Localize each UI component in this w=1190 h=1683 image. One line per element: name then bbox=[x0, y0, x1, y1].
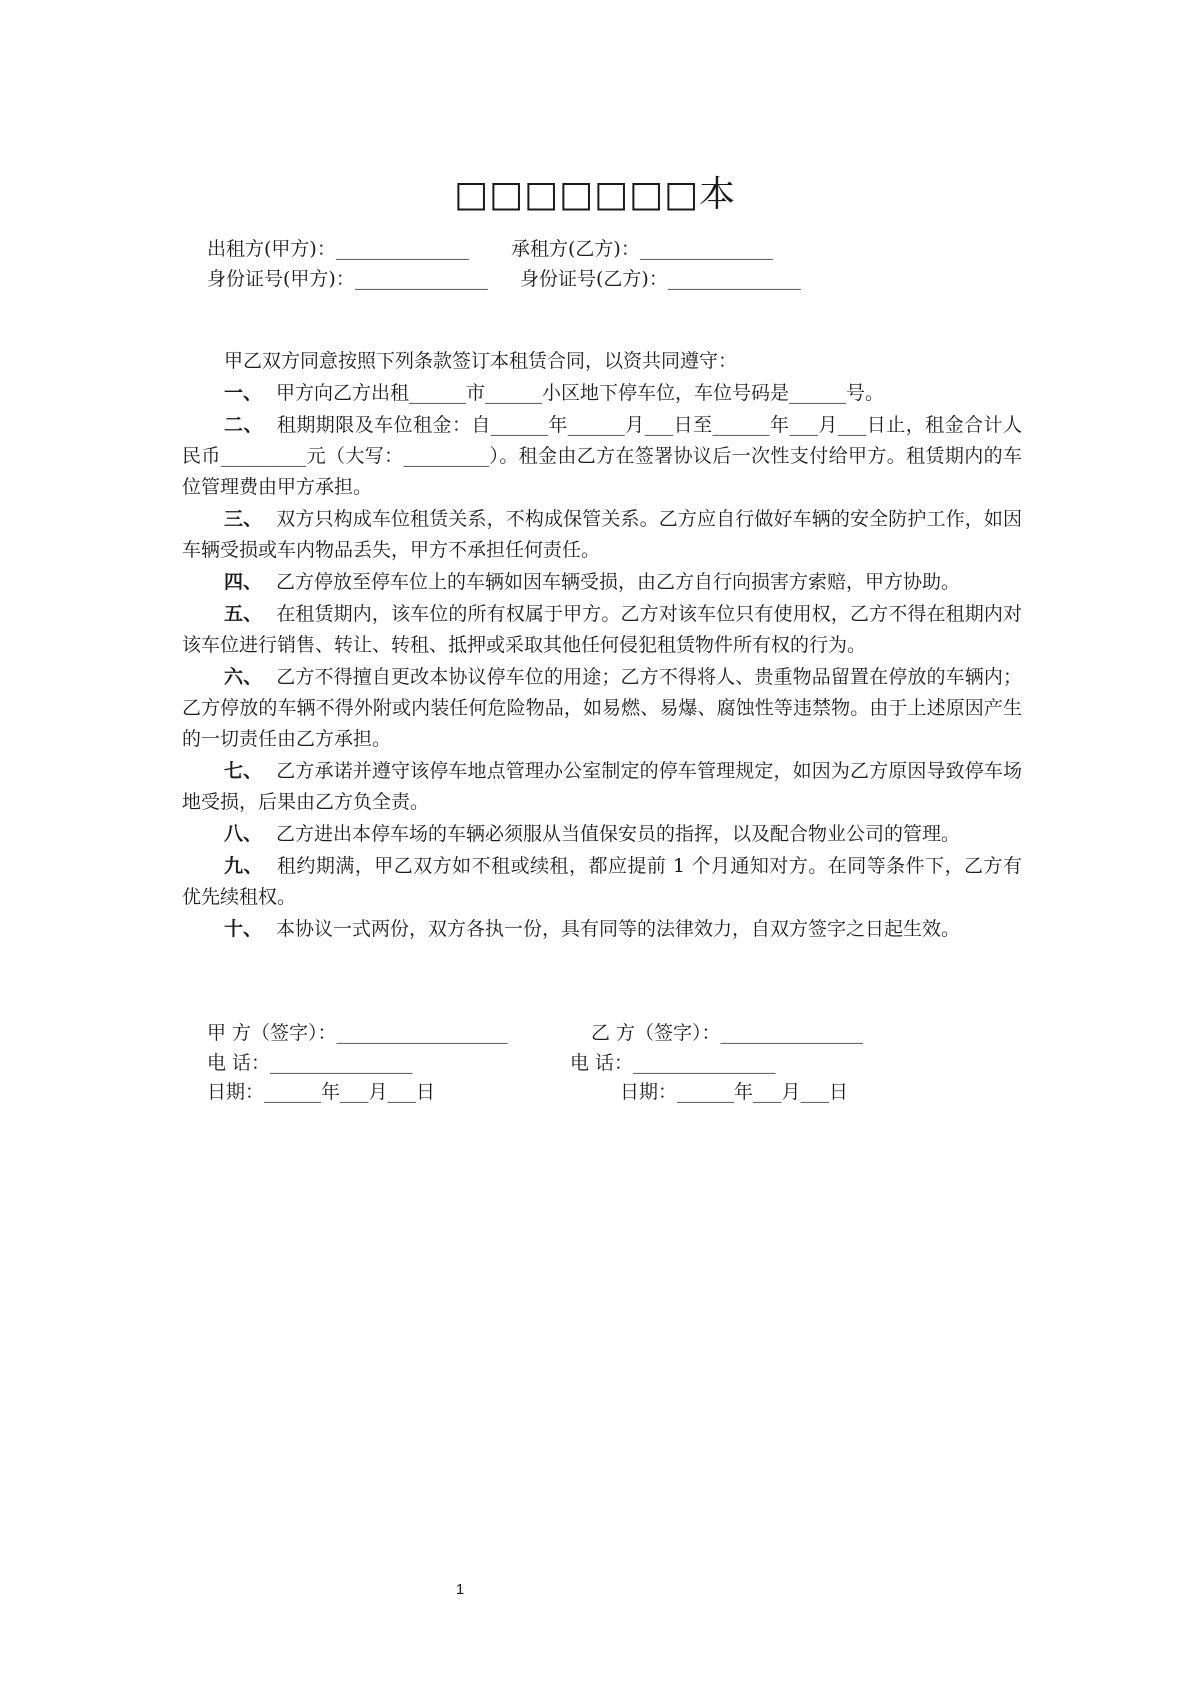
clause-item bbox=[182, 819, 1022, 850]
clause-item bbox=[182, 504, 1022, 566]
clause-item bbox=[182, 599, 1022, 661]
clause-text: 租约期满，甲乙双方如不租或续租，都应提前 1 个月通知对方。在同等条件下，乙方有优先续租权。 bbox=[182, 855, 1022, 908]
party-a-signature: 甲 方（签字）：__________________ bbox=[207, 1022, 508, 1044]
party-a-date: 日期：______年___月___日 bbox=[207, 1081, 436, 1103]
party-a-phone: 电 话：_______________ bbox=[207, 1052, 413, 1074]
clause-number: 三、 bbox=[224, 508, 263, 530]
clause-item bbox=[182, 662, 1022, 755]
clause-number: 六、 bbox=[224, 666, 263, 688]
clause-text: 乙方承诺并遵守该停车地点管理办公室制定的停车管理规定，如因为乙方原因导致停车场地受损，后果由乙方负全责。 bbox=[182, 760, 1022, 813]
lessor-id-field: 身份证号(甲方)：______________ bbox=[207, 268, 488, 290]
lessor-field: 出租方(甲方)：______________ bbox=[207, 238, 469, 260]
clause-text: 甲方向乙方出租______市______小区地下停车位，车位号码是______号。 bbox=[276, 382, 885, 404]
party-b-phone: 电 话：_______________ bbox=[570, 1052, 776, 1074]
clause-number: 八、 bbox=[224, 823, 263, 845]
clause-item bbox=[182, 756, 1022, 818]
clause-number: 十、 bbox=[224, 918, 263, 940]
clause-item bbox=[182, 567, 1022, 598]
clause-item bbox=[182, 378, 1022, 409]
party-b-date: 日期：______年___月___日 bbox=[620, 1081, 849, 1103]
clause-item bbox=[182, 851, 1022, 913]
clause-item bbox=[182, 914, 1022, 945]
party-b-signature: 乙 方（签字）：_______________ bbox=[591, 1022, 864, 1044]
clause-item bbox=[182, 410, 1022, 503]
lessee-field: 承租方(乙方)：______________ bbox=[511, 238, 773, 260]
clause-text: 乙方进出本停车场的车辆必须服从当值保安员的指挥，以及配合物业公司的管理。 bbox=[276, 823, 961, 845]
clause-number: 七、 bbox=[224, 760, 263, 782]
clause-number: 二、 bbox=[224, 414, 263, 436]
clause-text: 双方只构成车位租赁关系，不构成保管关系。乙方应自行做好车辆的安全防护工作，如因车辆受损或车内物品丢失，甲方不承担任何责任。 bbox=[182, 508, 1022, 561]
lessee-id-field: 身份证号(乙方)：______________ bbox=[520, 268, 801, 290]
clause-number: 一、 bbox=[224, 382, 263, 404]
page-number: 1 bbox=[455, 1581, 465, 1598]
clause-number: 九、 bbox=[224, 855, 263, 877]
clause-text: 本协议一式两份，双方各执一份，具有同等的法律效力，自双方签字之日起生效。 bbox=[276, 918, 961, 940]
clause-text: 租期期限及车位租金：自______年______月___日至______年___月___日止，租金合计人民币_________元（大写：_________）。租金由乙方在签署协议后一次性支付给甲方。租赁期内的车位管理费由甲方承担。 bbox=[182, 414, 1022, 498]
intro-paragraph: 甲乙双方同意按照下列条款签订本租赁合同，以资共同遵守： bbox=[224, 350, 738, 372]
contract-body bbox=[182, 346, 1022, 946]
document-title: □□□□□□□本 bbox=[453, 174, 737, 215]
clause-number: 五、 bbox=[224, 603, 263, 625]
clause-text: 在租赁期内，该车位的所有权属于甲方。乙方对该车位只有使用权，乙方不得在租期内对该车位进行销售、转让、转租、抵押或采取其他任何侵犯租赁物件所有权的行为。 bbox=[182, 603, 1022, 656]
clause-text: 乙方停放至停车位上的车辆如因车辆受损，由乙方自行向损害方索赔，甲方协助。 bbox=[276, 571, 961, 593]
clause-text: 乙方不得擅自更改本协议停车位的用途；乙方不得将人、贵重物品留置在停放的车辆内；乙方停放的车辆不得外附或内装任何危险物品，如易燃、易爆、腐蚀性等违禁物。由于上述原因产生的一切责任由乙方承担。 bbox=[182, 666, 1022, 750]
clause-number: 四、 bbox=[224, 571, 263, 593]
